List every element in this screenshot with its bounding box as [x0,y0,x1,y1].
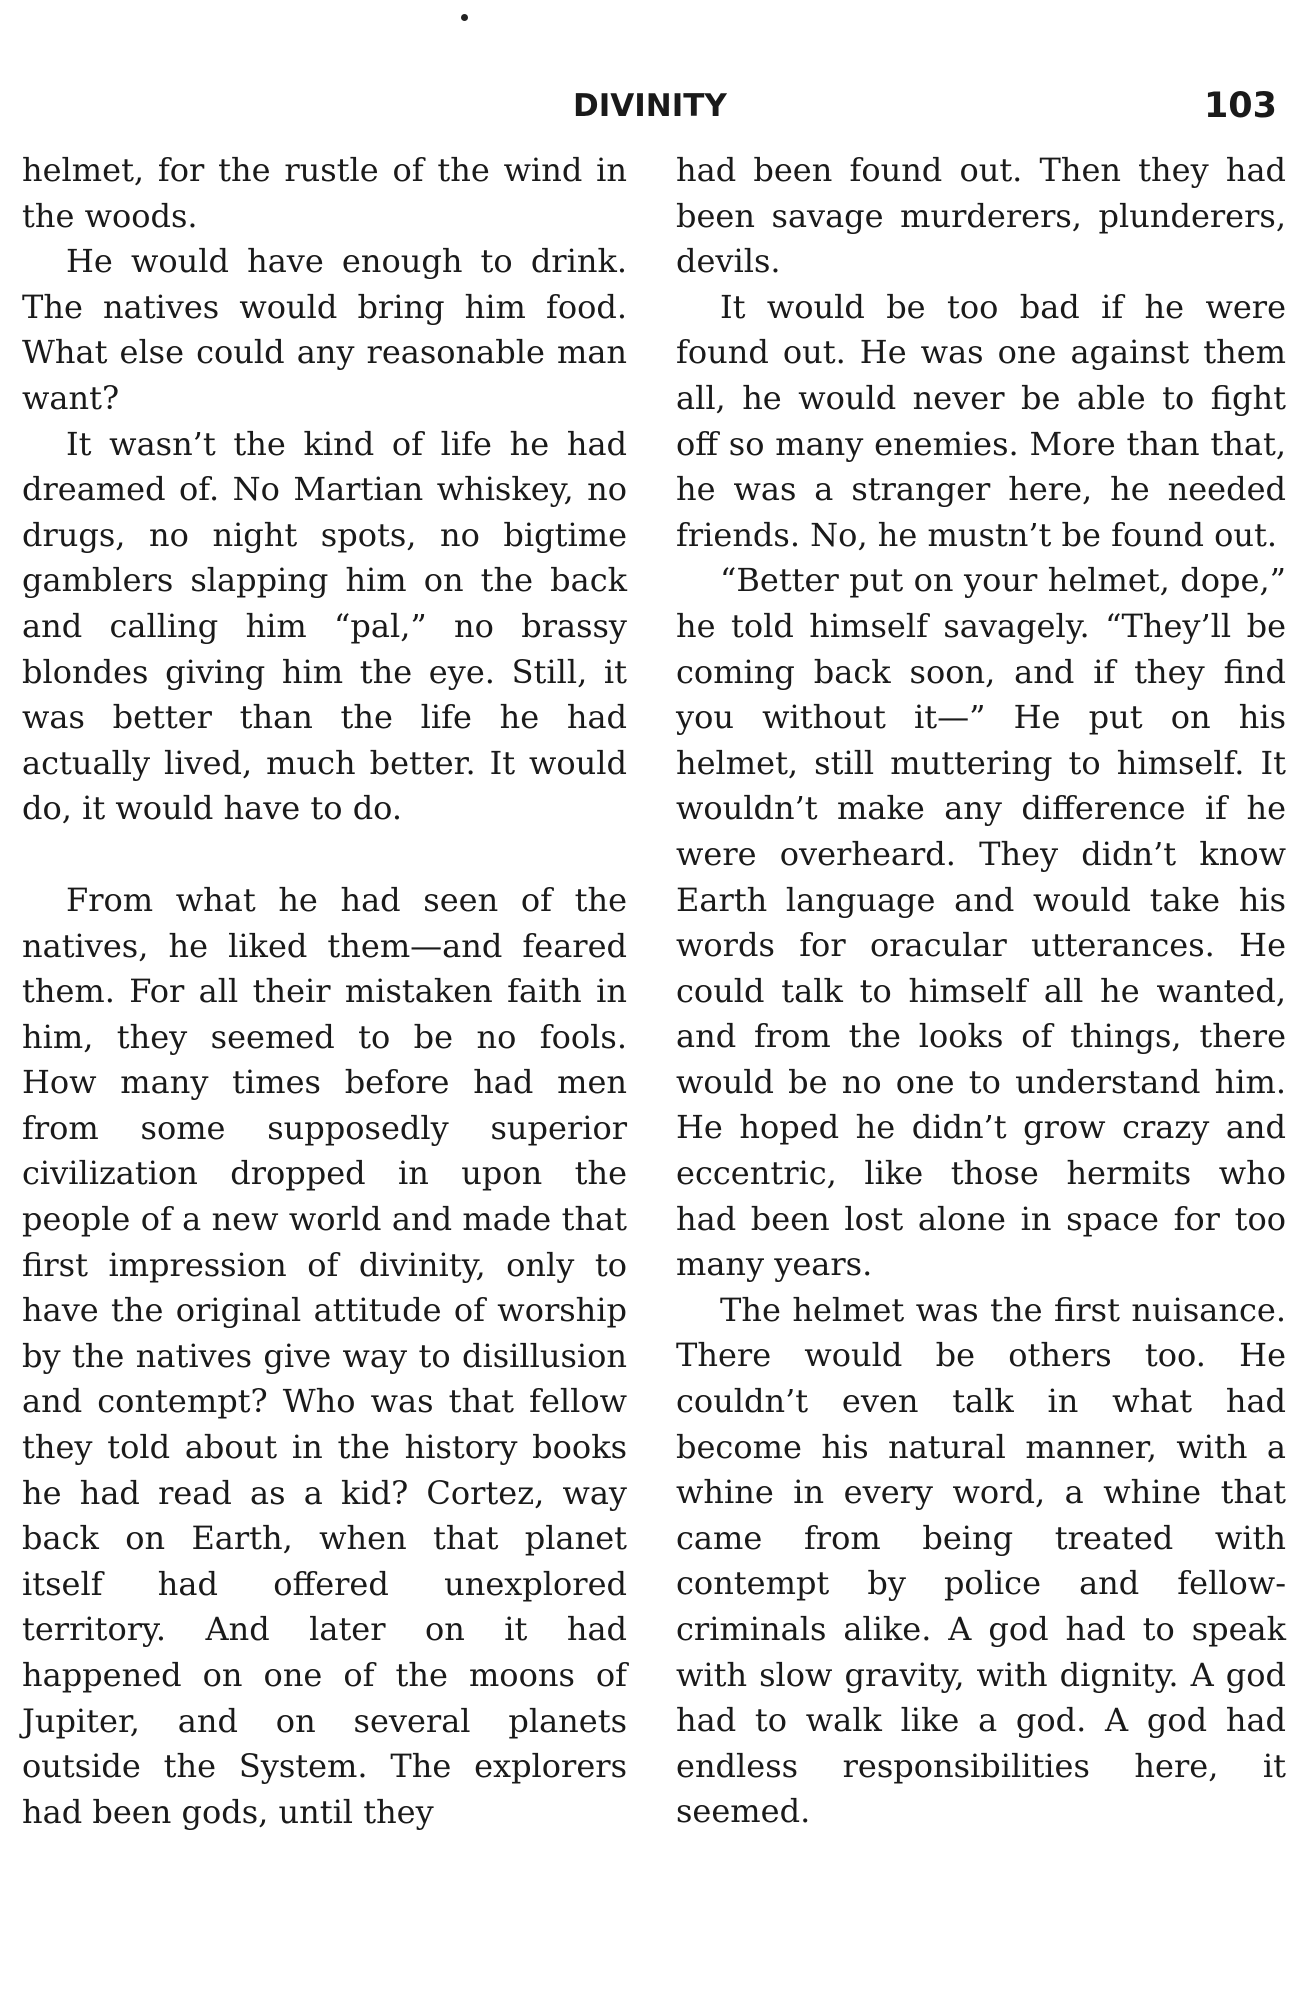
left-column [22,148,627,1835]
right-column [676,148,1286,1835]
page-number: 103 [1203,86,1277,126]
running-title: DIVINITY [573,88,727,124]
paragraph: He would have enough to drink. The natives would bring him food. What else could any reasonable man want? [22,242,627,417]
paragraph: The helmet was the first nuisance. There would be others too. He couldn’t even talk in what had become his natural manner, with a whine in every word, a whine that came from being treated with contempt by police and fellow-criminals alike. A god had to speak with slow gravity, with dignity. A god had to walk like a god. A god had endless responsibilities here, it seemed. [676,1290,1286,1831]
stray-ink-dot [461,14,468,21]
page-header [0,88,1310,138]
paragraph: From what he had seen of the natives, he liked them—and feared them. For all their mistaken faith in him, they seemed to be no fools. How many times before had men from some supposedly superior civilization dropped in upon the people of a new world and made that first impression of divinity, only to have the original attitude of worship by the natives give way to disillusion and contempt? Who was that fellow they told about in the history books he had read as a kid? Cortez, way back on Earth, when that planet itself had offered unexplored territory. And later on it had happened on one of the moons of Jupiter, and on several planets outside the System. The explorers had been gods, until they [22,880,627,1831]
paragraph: It would be too bad if he were found out. He was one against them all, he would never be able to fight off so many enemies. More than that, he was a stranger here, he needed friends. No, he mustn’t be found out. [676,287,1286,554]
paragraph: helmet, for the rustle of the wind in the woods. [22,151,627,235]
paragraph: had been found out. Then they had been savage murderers, plunderers, devils. [676,151,1286,281]
paragraph: It wasn’t the kind of life he had dreamed of. No Martian whiskey, no drugs, no night spots, no bigtime gamblers slapping him on the back and calling him “pal,” no brassy blondes giving him the eye. Still, it was better than the life he had actually lived, much better. It would do, it would have to do. [22,424,627,828]
paragraph: “Better put on your helmet, dope,” he told himself savagely. “They’ll be coming back soon, and if they find you without it—” He put on his helmet, still muttering to himself. It wouldn’t make any difference if he were overheard. They didn’t know Earth language and would take his words for oracular utterances. He could talk to himself all he wanted, and from the looks of things, there would be no one to understand him. He hoped he didn’t grow crazy and eccentric, like those hermits who had been lost alone in space for too many years. [676,561,1286,1284]
